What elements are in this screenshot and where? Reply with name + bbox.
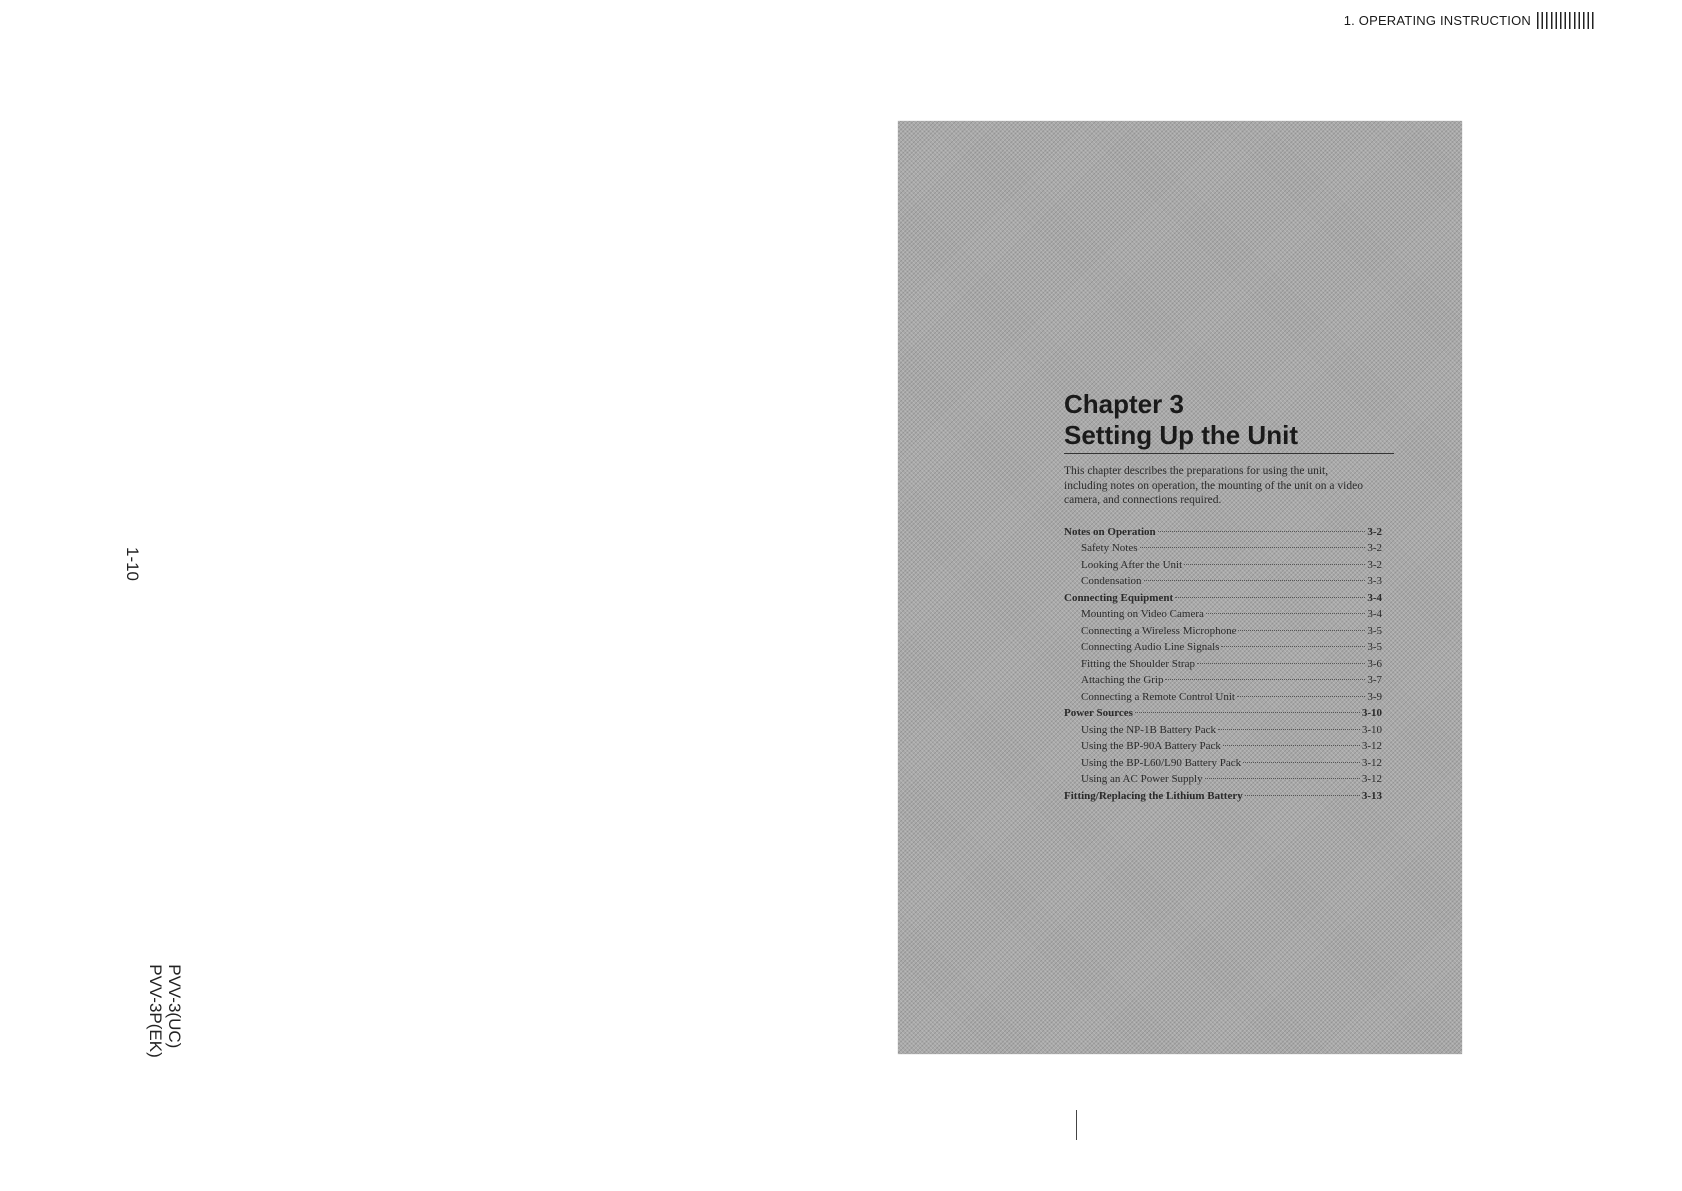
chapter-number: Chapter 3 — [1064, 389, 1184, 419]
toc-leader-dots — [1175, 597, 1365, 598]
toc-leader-dots — [1165, 679, 1365, 680]
toc-entry-title: Condensation — [1081, 575, 1142, 587]
toc-entry-page: 3-10 — [1361, 707, 1382, 719]
toc-entry — [1064, 623, 1382, 640]
toc-entry-title: Safety Notes — [1081, 542, 1138, 554]
toc-entry-page: 3-12 — [1361, 756, 1382, 769]
toc-entry-title: Connecting Equipment — [1064, 591, 1174, 604]
toc-leader-dots — [1135, 712, 1360, 713]
chapter-intro: This chapter describes the preparations for using the unit, including notes on operation, the mounting of the unit on a video camera, and connections required. — [1064, 465, 1363, 506]
crop-mark — [1076, 1110, 1077, 1140]
toc-entry-title: Mounting on Video Camera — [1081, 608, 1204, 620]
toc-entry — [1064, 590, 1382, 607]
toc-leader-dots — [1140, 547, 1366, 548]
toc-entry — [1064, 738, 1382, 755]
section-header — [1344, 12, 1597, 29]
toc-leader-dots — [1184, 564, 1365, 565]
toc-leader-dots — [1158, 531, 1366, 532]
toc-entry-page: 3-12 — [1361, 740, 1382, 752]
toc-entry-title: Attaching the Grip — [1081, 674, 1164, 686]
toc-entry-title: Power Sources — [1064, 707, 1133, 719]
toc-entry-title: Using the NP-1B Battery Pack — [1081, 723, 1217, 736]
toc-entry-page: 3-2 — [1367, 525, 1382, 538]
toc-leader-dots — [1205, 778, 1360, 779]
toc-entry — [1064, 672, 1382, 689]
toc-entry-page: 3-2 — [1367, 558, 1382, 571]
toc-entry — [1064, 722, 1382, 739]
toc-entry-page: 3-3 — [1367, 575, 1382, 587]
toc-entry — [1064, 557, 1382, 574]
toc-entry-title: Using an AC Power Supply — [1081, 773, 1203, 785]
barcode-mark — [1537, 12, 1597, 29]
chapter-block — [1064, 389, 1394, 804]
toc-entry-page: 3-5 — [1367, 641, 1382, 653]
toc-leader-dots — [1223, 745, 1360, 746]
toc-entry — [1064, 755, 1382, 772]
toc-entry — [1064, 771, 1382, 788]
toc-leader-dots — [1245, 795, 1360, 796]
toc-entry — [1064, 639, 1382, 656]
toc-entry-title: Looking After the Unit — [1081, 558, 1183, 571]
chapter-title: Setting Up the Unit — [1064, 420, 1298, 450]
toc-leader-dots — [1144, 580, 1366, 581]
toc-entry-title: Connecting a Wireless Microphone — [1081, 624, 1237, 637]
chapter-heading — [1064, 389, 1394, 451]
toc-entry-title: Fitting/Replacing the Lithium Battery — [1064, 789, 1243, 802]
toc-entry-title: Using the BP-90A Battery Pack — [1081, 740, 1221, 752]
toc-entry — [1064, 540, 1382, 557]
toc-entry-title: Connecting Audio Line Signals — [1081, 641, 1220, 653]
toc-leader-dots — [1221, 646, 1365, 647]
toc-entry-page: 3-7 — [1367, 674, 1382, 686]
toc-entry-page: 3-4 — [1367, 591, 1382, 604]
section-title: 1. OPERATING INSTRUCTION — [1343, 13, 1531, 28]
toc-entry-page: 3-2 — [1367, 542, 1382, 554]
toc-entry-page: 3-10 — [1361, 723, 1382, 736]
toc-entry-page: 3-9 — [1367, 690, 1382, 703]
model-line-1: PVV-3(UC) — [165, 964, 184, 1049]
toc-entry — [1064, 689, 1382, 706]
page-number: 1-10 — [123, 546, 142, 582]
toc-leader-dots — [1238, 630, 1365, 631]
chapter-page — [898, 121, 1462, 1054]
toc-entry-page: 3-4 — [1367, 608, 1382, 620]
toc-entry — [1064, 606, 1382, 623]
toc-entry — [1064, 705, 1382, 722]
model-line-2: PVV-3P(EK) — [146, 964, 165, 1058]
toc-entry-page: 3-5 — [1367, 624, 1382, 637]
toc-leader-dots — [1237, 696, 1365, 697]
toc-entry-page: 3-12 — [1361, 773, 1382, 785]
toc-entry-title: Fitting the Shoulder Strap — [1081, 657, 1195, 670]
toc-entry — [1064, 524, 1382, 541]
table-of-contents — [1064, 524, 1382, 805]
model-label — [146, 964, 184, 1058]
toc-entry-title: Connecting a Remote Control Unit — [1081, 690, 1235, 703]
toc-entry-title: Using the BP-L60/L90 Battery Pack — [1081, 756, 1242, 769]
toc-entry — [1064, 788, 1382, 805]
chapter-rule — [1064, 453, 1394, 454]
toc-leader-dots — [1197, 663, 1365, 664]
toc-leader-dots — [1218, 729, 1360, 730]
toc-leader-dots — [1206, 613, 1365, 614]
toc-entry-page: 3-6 — [1367, 657, 1382, 670]
toc-entry — [1064, 656, 1382, 673]
toc-entry — [1064, 573, 1382, 590]
toc-entry-page: 3-13 — [1361, 789, 1382, 802]
toc-leader-dots — [1243, 762, 1360, 763]
toc-entry-title: Notes on Operation — [1064, 525, 1156, 538]
